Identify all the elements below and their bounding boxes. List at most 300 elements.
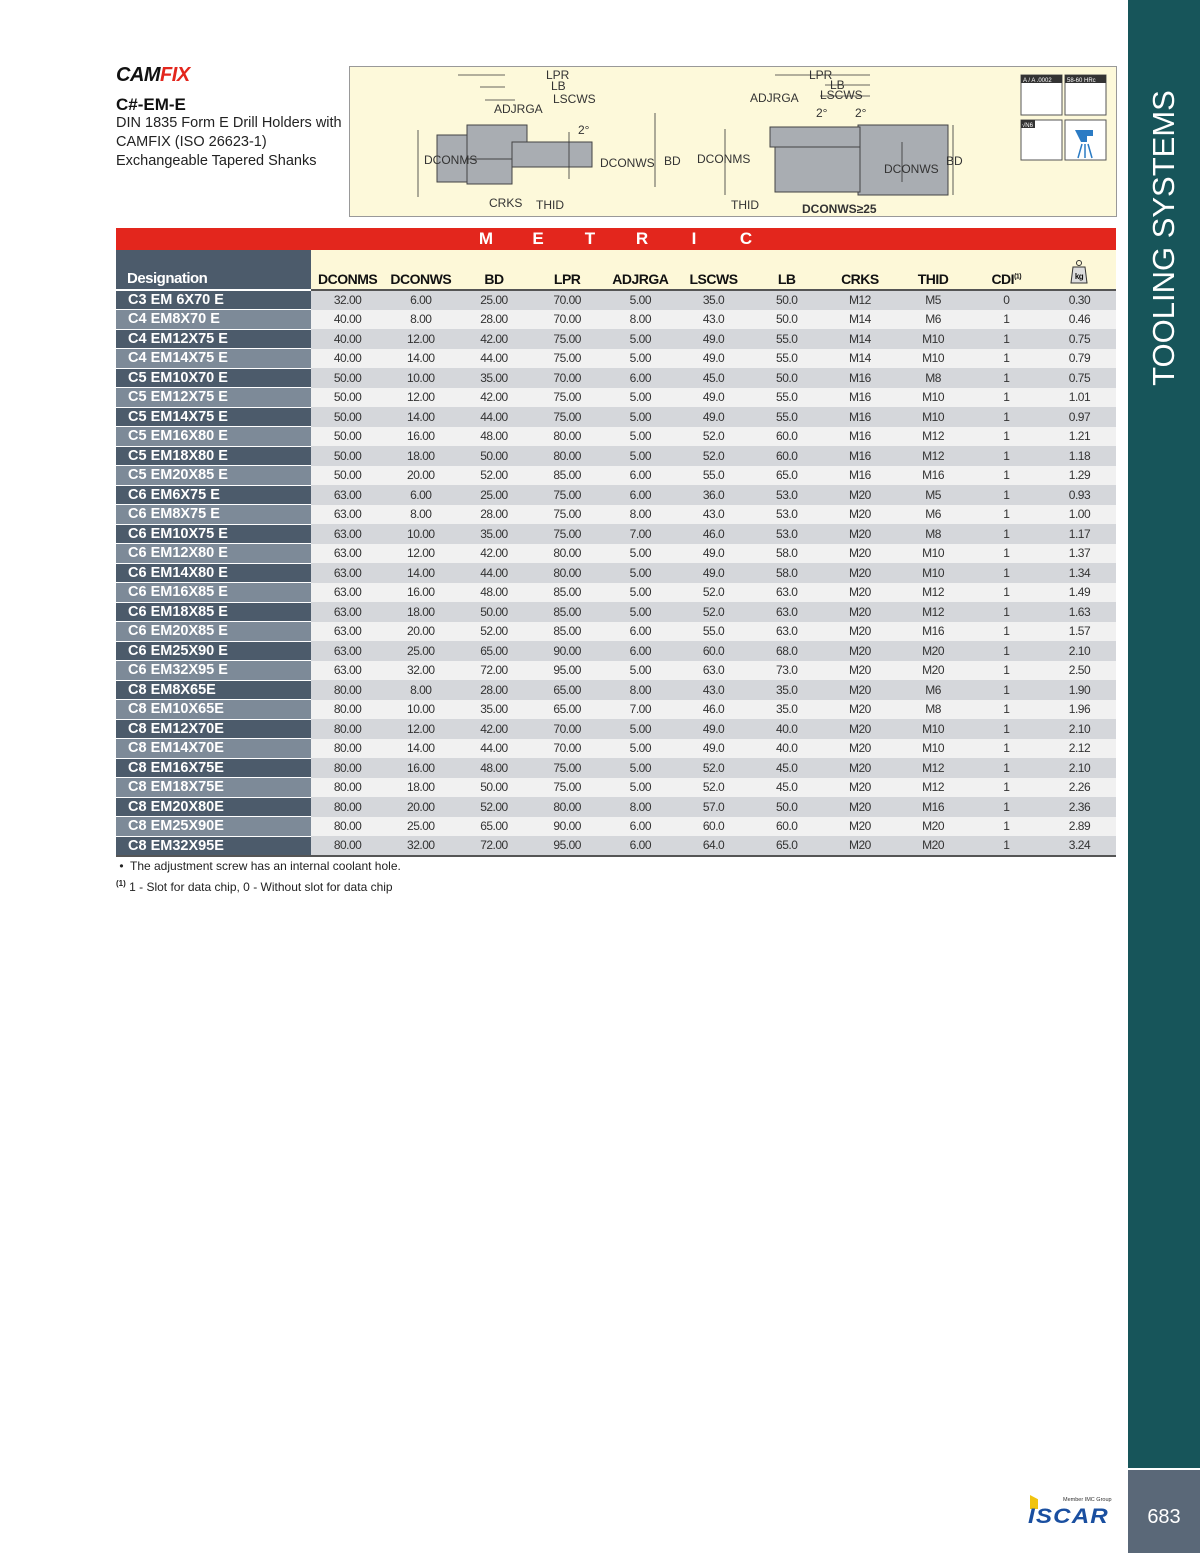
cell-designation: C5 EM20X85 E: [116, 466, 311, 486]
cell-dconms: 32.00: [311, 290, 384, 310]
cell-designation: C6 EM18X85 E: [116, 602, 311, 622]
cell-bd: 44.00: [457, 349, 530, 369]
cell-designation: C6 EM6X75 E: [116, 485, 311, 505]
section-sidebar: [1128, 0, 1200, 1468]
cell-cdi: 1: [970, 719, 1043, 739]
label-lpr: LPR: [546, 68, 570, 82]
metric-letter: E: [532, 229, 544, 248]
cell-dconms: 63.00: [311, 641, 384, 661]
cell-designation: C8 EM8X65E: [116, 680, 311, 700]
table-row: [116, 427, 1116, 447]
cell-lpr: 75.00: [531, 329, 604, 349]
cell-adjrga: 8.00: [604, 680, 677, 700]
cell-bd: 44.00: [457, 739, 530, 759]
cell-lscws: 55.0: [677, 622, 750, 642]
cell-designation: C6 EM25X90 E: [116, 641, 311, 661]
cell-crks: M14: [823, 310, 896, 330]
label-angle-3: 2°: [855, 106, 867, 120]
cell-thid: M5: [897, 290, 970, 310]
cell-dconws: 16.00: [384, 758, 457, 778]
cell-lb: 55.0: [750, 407, 823, 427]
cell-lscws: 60.0: [677, 817, 750, 837]
cell-weight: 0.30: [1043, 290, 1116, 310]
cell-weight: 1.37: [1043, 544, 1116, 564]
cell-thid: M8: [897, 700, 970, 720]
cell-weight: 1.21: [1043, 427, 1116, 447]
cell-lscws: 43.0: [677, 505, 750, 525]
cell-adjrga: 6.00: [604, 485, 677, 505]
cell-cdi: 0: [970, 290, 1043, 310]
cell-dconms: 50.00: [311, 466, 384, 486]
cell-adjrga: 8.00: [604, 310, 677, 330]
table-row: [116, 310, 1116, 330]
cell-dconws: 25.00: [384, 641, 457, 661]
cell-dconws: 18.00: [384, 778, 457, 798]
cell-lscws: 52.0: [677, 602, 750, 622]
table-row: [116, 505, 1116, 525]
cell-adjrga: 7.00: [604, 524, 677, 544]
cell-cdi: 1: [970, 622, 1043, 642]
cell-designation: C8 EM32X95E: [116, 836, 311, 856]
cell-lscws: 49.0: [677, 388, 750, 408]
label-lscws-2: LSCWS: [820, 88, 863, 102]
cell-bd: 25.00: [457, 290, 530, 310]
cell-lb: 60.0: [750, 427, 823, 447]
cell-dconws: 14.00: [384, 349, 457, 369]
cell-weight: 0.46: [1043, 310, 1116, 330]
cell-crks: M20: [823, 700, 896, 720]
cell-cdi: 1: [970, 524, 1043, 544]
label-dconms: DCONMS: [424, 153, 478, 167]
cell-weight: 1.18: [1043, 446, 1116, 466]
cell-dconms: 80.00: [311, 680, 384, 700]
cell-cdi: 1: [970, 817, 1043, 837]
cell-thid: M12: [897, 602, 970, 622]
table-row: [116, 349, 1116, 369]
cell-bd: 48.00: [457, 427, 530, 447]
cell-crks: M16: [823, 368, 896, 388]
cell-cdi: 1: [970, 505, 1043, 525]
cell-lscws: 52.0: [677, 427, 750, 447]
cell-lb: 60.0: [750, 446, 823, 466]
tolerance-icon: A / A .0002: [1023, 78, 1052, 84]
cell-weight: 0.93: [1043, 485, 1116, 505]
table-row: [116, 466, 1116, 486]
table-row: [116, 388, 1116, 408]
cell-cdi: 1: [970, 349, 1043, 369]
holder-drawings: [350, 67, 1118, 218]
weight-icon: [1070, 260, 1088, 284]
cell-cdi: 1: [970, 466, 1043, 486]
cell-weight: 1.34: [1043, 563, 1116, 583]
cell-cdi: 1: [970, 836, 1043, 856]
table-row: [116, 583, 1116, 603]
cell-dconms: 80.00: [311, 719, 384, 739]
member-imc-text: Member IMC Group: [1063, 1497, 1112, 1503]
cell-weight: 0.79: [1043, 349, 1116, 369]
cell-thid: M10: [897, 349, 970, 369]
cell-crks: M20: [823, 544, 896, 564]
iscar-logo: [1028, 1493, 1120, 1529]
cell-bd: 35.00: [457, 368, 530, 388]
cell-cdi: 1: [970, 680, 1043, 700]
cell-designation: C8 EM18X75E: [116, 778, 311, 798]
label-bd-2: BD: [946, 154, 963, 168]
cell-thid: M16: [897, 797, 970, 817]
cell-lpr: 75.00: [531, 778, 604, 798]
cell-lscws: 52.0: [677, 446, 750, 466]
cell-lscws: 63.0: [677, 661, 750, 681]
table-row: [116, 563, 1116, 583]
cell-weight: 2.10: [1043, 758, 1116, 778]
cell-thid: M16: [897, 622, 970, 642]
cell-crks: M20: [823, 622, 896, 642]
cell-lscws: 49.0: [677, 719, 750, 739]
cell-crks: M20: [823, 602, 896, 622]
cell-lpr: 70.00: [531, 310, 604, 330]
col-lpr: LPR: [531, 250, 604, 290]
cell-designation: C6 EM12X80 E: [116, 544, 311, 564]
cell-lb: 50.0: [750, 290, 823, 310]
cell-dconws: 8.00: [384, 505, 457, 525]
cell-weight: 1.17: [1043, 524, 1116, 544]
cell-cdi: 1: [970, 388, 1043, 408]
cell-dconms: 63.00: [311, 524, 384, 544]
col-dconms: DCONMS: [311, 250, 384, 290]
iscar-brand-text: ISCAR: [1028, 1505, 1109, 1528]
cell-designation: C5 EM18X80 E: [116, 446, 311, 466]
cell-bd: 42.00: [457, 388, 530, 408]
cell-designation: C5 EM16X80 E: [116, 427, 311, 447]
cell-crks: M12: [823, 290, 896, 310]
cell-bd: 48.00: [457, 583, 530, 603]
table-row: [116, 719, 1116, 739]
cell-designation: C8 EM20X80E: [116, 797, 311, 817]
cell-bd: 35.00: [457, 524, 530, 544]
cell-designation: C6 EM10X75 E: [116, 524, 311, 544]
cell-adjrga: 5.00: [604, 388, 677, 408]
cell-cdi: 1: [970, 778, 1043, 798]
cell-bd: 48.00: [457, 758, 530, 778]
cell-lpr: 75.00: [531, 505, 604, 525]
cell-thid: M6: [897, 680, 970, 700]
col-lb: LB: [750, 250, 823, 290]
cell-dconws: 10.00: [384, 700, 457, 720]
cell-cdi: 1: [970, 446, 1043, 466]
cell-lb: 45.0: [750, 758, 823, 778]
cell-dconms: 80.00: [311, 758, 384, 778]
note-coolant-text: The adjustment screw has an internal coolant hole.: [130, 859, 401, 873]
metric-letter: C: [739, 229, 753, 248]
cell-crks: M16: [823, 427, 896, 447]
col-lscws: LSCWS: [677, 250, 750, 290]
product-code: C#-EM-E: [116, 95, 186, 114]
label-thid-2: THID: [731, 198, 759, 212]
cell-lb: 63.0: [750, 602, 823, 622]
cell-dconws: 8.00: [384, 680, 457, 700]
cell-lpr: 85.00: [531, 583, 604, 603]
cell-lscws: 43.0: [677, 680, 750, 700]
cell-lb: 65.0: [750, 466, 823, 486]
table-row: [116, 446, 1116, 466]
cell-lb: 65.0: [750, 836, 823, 856]
cell-dconws: 32.00: [384, 836, 457, 856]
cell-thid: M10: [897, 407, 970, 427]
cell-crks: M16: [823, 407, 896, 427]
cell-lpr: 90.00: [531, 641, 604, 661]
cdi-label: CDI: [991, 271, 1015, 287]
cell-weight: 0.97: [1043, 407, 1116, 427]
cell-adjrga: 7.00: [604, 700, 677, 720]
label-adjrga: ADJRGA: [494, 102, 543, 116]
cell-adjrga: 8.00: [604, 505, 677, 525]
cell-cdi: 1: [970, 758, 1043, 778]
cell-cdi: 1: [970, 407, 1043, 427]
cell-lpr: 95.00: [531, 836, 604, 856]
cdi-footnote-ref: (1): [1014, 273, 1022, 281]
cell-cdi: 1: [970, 544, 1043, 564]
cell-adjrga: 6.00: [604, 836, 677, 856]
cell-lb: 50.0: [750, 797, 823, 817]
cell-bd: 42.00: [457, 329, 530, 349]
table-row: [116, 622, 1116, 642]
cell-bd: 52.00: [457, 622, 530, 642]
label-dconws: DCONWS: [600, 156, 655, 170]
cell-dconms: 50.00: [311, 368, 384, 388]
table-row: [116, 329, 1116, 349]
technical-diagram: [349, 66, 1117, 217]
cell-lpr: 85.00: [531, 602, 604, 622]
cell-dconws: 20.00: [384, 622, 457, 642]
cell-lpr: 70.00: [531, 719, 604, 739]
cell-crks: M20: [823, 817, 896, 837]
cell-cdi: 1: [970, 368, 1043, 388]
cell-crks: M20: [823, 641, 896, 661]
cell-thid: M16: [897, 466, 970, 486]
cell-lpr: 80.00: [531, 563, 604, 583]
cell-bd: 42.00: [457, 719, 530, 739]
cell-crks: M20: [823, 719, 896, 739]
cell-cdi: 1: [970, 602, 1043, 622]
cell-weight: 1.57: [1043, 622, 1116, 642]
cell-dconms: 50.00: [311, 427, 384, 447]
cell-lpr: 70.00: [531, 368, 604, 388]
cell-lb: 53.0: [750, 524, 823, 544]
cell-weight: 2.50: [1043, 661, 1116, 681]
cell-lpr: 95.00: [531, 661, 604, 681]
col-bd: BD: [457, 250, 530, 290]
cell-lpr: 80.00: [531, 544, 604, 564]
table-row: [116, 602, 1116, 622]
cell-dconms: 63.00: [311, 622, 384, 642]
cell-dconws: 8.00: [384, 310, 457, 330]
cell-lscws: 35.0: [677, 290, 750, 310]
cell-lscws: 49.0: [677, 739, 750, 759]
cell-lpr: 75.00: [531, 349, 604, 369]
cell-lb: 63.0: [750, 622, 823, 642]
cell-thid: M8: [897, 368, 970, 388]
cell-bd: 52.00: [457, 466, 530, 486]
cell-dconws: 25.00: [384, 817, 457, 837]
label-thid: THID: [536, 198, 564, 212]
cell-dconws: 10.00: [384, 524, 457, 544]
cell-crks: M20: [823, 778, 896, 798]
cell-lpr: 75.00: [531, 758, 604, 778]
label-angle: 2°: [578, 123, 590, 137]
label-lb: LB: [551, 79, 566, 93]
table-row: [116, 485, 1116, 505]
cell-lb: 53.0: [750, 485, 823, 505]
cell-cdi: 1: [970, 661, 1043, 681]
cell-designation: C5 EM14X75 E: [116, 407, 311, 427]
table-row: [116, 661, 1116, 681]
cell-bd: 65.00: [457, 641, 530, 661]
cell-crks: M20: [823, 505, 896, 525]
cell-lpr: 75.00: [531, 524, 604, 544]
cell-thid: M20: [897, 661, 970, 681]
cell-weight: 2.26: [1043, 778, 1116, 798]
cell-dconms: 80.00: [311, 739, 384, 759]
cell-adjrga: 5.00: [604, 349, 677, 369]
cell-lpr: 80.00: [531, 797, 604, 817]
cell-lb: 40.0: [750, 719, 823, 739]
cell-dconws: 20.00: [384, 466, 457, 486]
table-row: [116, 797, 1116, 817]
cell-adjrga: 6.00: [604, 641, 677, 661]
cell-dconms: 80.00: [311, 836, 384, 856]
cell-cdi: 1: [970, 641, 1043, 661]
cell-lb: 55.0: [750, 349, 823, 369]
cell-lscws: 49.0: [677, 563, 750, 583]
cell-dconms: 63.00: [311, 563, 384, 583]
cell-weight: 3.24: [1043, 836, 1116, 856]
col-cdi: [970, 250, 1043, 290]
cell-thid: M12: [897, 427, 970, 447]
cell-lscws: 49.0: [677, 544, 750, 564]
cell-dconws: 18.00: [384, 602, 457, 622]
cell-adjrga: 5.00: [604, 290, 677, 310]
cell-lb: 63.0: [750, 583, 823, 603]
cell-dconws: 16.00: [384, 583, 457, 603]
cell-adjrga: 5.00: [604, 329, 677, 349]
cell-dconws: 12.00: [384, 719, 457, 739]
metric-letter: R: [635, 229, 649, 248]
cell-bd: 65.00: [457, 817, 530, 837]
cell-bd: 25.00: [457, 485, 530, 505]
cell-lb: 50.0: [750, 368, 823, 388]
cell-designation: C6 EM8X75 E: [116, 505, 311, 525]
cell-lb: 35.0: [750, 700, 823, 720]
label-dconws-2: DCONWS: [884, 162, 939, 176]
cell-cdi: 1: [970, 485, 1043, 505]
cell-bd: 52.00: [457, 797, 530, 817]
label-angle-2: 2°: [816, 106, 828, 120]
cell-adjrga: 6.00: [604, 368, 677, 388]
cell-lscws: 57.0: [677, 797, 750, 817]
cell-designation: C8 EM25X90E: [116, 817, 311, 837]
cell-thid: M20: [897, 817, 970, 837]
cell-lscws: 64.0: [677, 836, 750, 856]
cell-designation: C5 EM10X70 E: [116, 368, 311, 388]
cell-cdi: 1: [970, 583, 1043, 603]
cell-dconws: 14.00: [384, 739, 457, 759]
cell-thid: M12: [897, 758, 970, 778]
cell-bd: 28.00: [457, 680, 530, 700]
cell-weight: 1.29: [1043, 466, 1116, 486]
logo-part1: CAM: [116, 64, 161, 86]
table-row: [116, 544, 1116, 564]
cell-lscws: 52.0: [677, 583, 750, 603]
cell-adjrga: 5.00: [604, 758, 677, 778]
cell-thid: M12: [897, 778, 970, 798]
col-weight: [1043, 250, 1116, 290]
cell-weight: 1.96: [1043, 700, 1116, 720]
cell-lpr: 90.00: [531, 817, 604, 837]
cell-lb: 58.0: [750, 563, 823, 583]
cell-lpr: 75.00: [531, 407, 604, 427]
cell-crks: M14: [823, 349, 896, 369]
cell-adjrga: 5.00: [604, 583, 677, 603]
metric-letter: T: [584, 229, 596, 248]
cell-dconms: 63.00: [311, 661, 384, 681]
cell-crks: M16: [823, 466, 896, 486]
cell-lb: 68.0: [750, 641, 823, 661]
cell-cdi: 1: [970, 310, 1043, 330]
table-row: [116, 700, 1116, 720]
cell-lpr: 70.00: [531, 290, 604, 310]
cell-thid: M10: [897, 739, 970, 759]
cell-bd: 35.00: [457, 700, 530, 720]
cell-weight: 1.00: [1043, 505, 1116, 525]
cell-weight: 0.75: [1043, 329, 1116, 349]
cell-weight: 2.10: [1043, 719, 1116, 739]
cell-crks: M20: [823, 563, 896, 583]
table-row: [116, 680, 1116, 700]
metric-letter: I: [691, 229, 697, 248]
table-row: [116, 817, 1116, 837]
cell-lscws: 60.0: [677, 641, 750, 661]
cell-designation: C8 EM10X65E: [116, 700, 311, 720]
cell-adjrga: 5.00: [604, 719, 677, 739]
hardness-icon: 58-60 HRc: [1067, 78, 1096, 84]
cell-cdi: 1: [970, 563, 1043, 583]
metric-letter: M: [478, 229, 494, 248]
label-bd: BD: [664, 154, 681, 168]
camfix-logo: [116, 64, 190, 87]
cell-designation: C8 EM12X70E: [116, 719, 311, 739]
cell-weight: 1.01: [1043, 388, 1116, 408]
note-cdi-ref: (1): [116, 879, 126, 888]
label-lscws: LSCWS: [553, 92, 596, 106]
cell-thid: M10: [897, 719, 970, 739]
cell-crks: M20: [823, 797, 896, 817]
cell-crks: M20: [823, 739, 896, 759]
metric-banner: [116, 228, 1116, 250]
cell-designation: C4 EM8X70 E: [116, 310, 311, 330]
cell-lpr: 80.00: [531, 427, 604, 447]
cell-dconws: 32.00: [384, 661, 457, 681]
cell-weight: 2.89: [1043, 817, 1116, 837]
table-row: [116, 407, 1116, 427]
bullet: •: [119, 859, 124, 873]
table-row: [116, 290, 1116, 310]
cell-bd: 44.00: [457, 563, 530, 583]
cell-adjrga: 5.00: [604, 602, 677, 622]
cell-adjrga: 5.00: [604, 661, 677, 681]
cell-lb: 55.0: [750, 388, 823, 408]
cell-cdi: 1: [970, 700, 1043, 720]
cell-designation: C8 EM14X70E: [116, 739, 311, 759]
